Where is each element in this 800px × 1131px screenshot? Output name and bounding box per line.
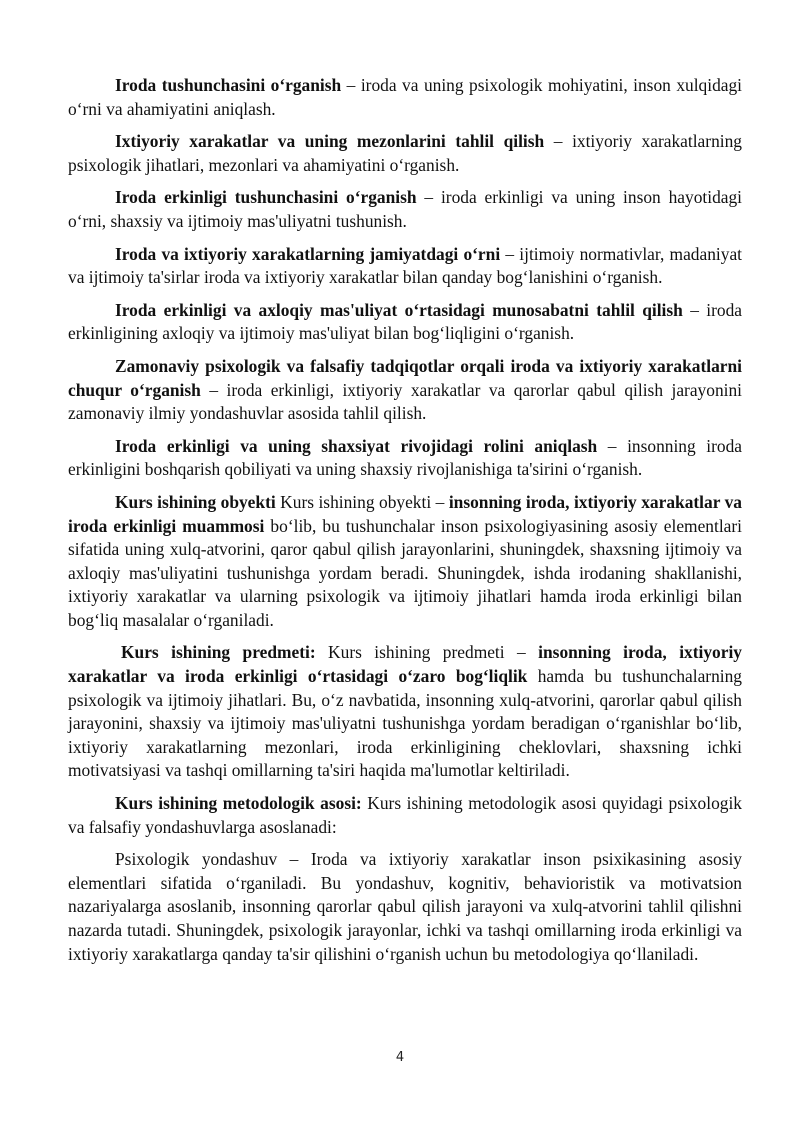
methodology-label: Kurs ishining metodologik asosi: (115, 793, 362, 814)
goal-title: Iroda erkinligi tushunchasini o‘rganish (115, 187, 417, 208)
goal-paragraph-1 (68, 74, 742, 121)
goal-title: Iroda tushunchasini o‘rganish (115, 75, 342, 95)
object-body: bo‘lib, bu tushunchalar inson psixologiyasining asosiy elementlari sifatida uning xulq-atvorini, qaror qabul qilish jarayonlarini, shuningdek, shaxsning ijtimoiy va axloqiy mas'uliyatini tushunishga yordam beradi. Shuningdek, ishda irodaning shakllanishi, ixtiyoriy xarakatlar va ularning psixologik va ijtimoiy jihatlari hamda iroda erkinligi bilan bog‘liq masalalar o‘rganiladi. (68, 515, 742, 630)
goal-paragraph-6 (68, 355, 742, 426)
methodology-body: Kurs ishining metodologik asosi quyidagi psixologik va falsafiy yondashuvlarga asoslanadi: (68, 793, 742, 837)
goal-description: – iroda erkinligi, ixtiyoriy xarakatlar va qarorlar qabul qilish jarayonini zamonaviy ilmiy yondashuvlar asosida tahlil qilish. (68, 379, 743, 424)
goal-title: Iroda va ixtiyoriy xarakatlarning jamiyatdagi o‘rni (115, 243, 501, 264)
goal-description: – iroda erkinligi va uning inson hayotidagi o‘rni, shaxsiy va ijtimoiy mas'uliyatni tushunish. (68, 187, 743, 231)
psychological-approach-body: Psixologik yondashuv – Iroda va ixtiyoriy xarakatlar inson psixikasining asosiy elementlari sifatida o‘rganiladi. Bu yondashuv, kognitiv, behavioristik va motivatsion nazariyalarga asoslanib, insonning qarorlar qabul qilish jarayoni va xulq-atvorini tahlil qilishni nazarda tutadi. Shuningdek, psixologik jarayonlar, ichki va tashqi omillarning iroda erkinligi va ixtiyoriy xarakatlarga qanday ta'sir qilishini o‘rganish uchun bu metodologiya qo‘llaniladi. (68, 849, 742, 964)
goal-title: Ixtiyoriy xarakatlar va uning mezonlarini tahlil qilish (115, 131, 545, 152)
goal-title: Iroda erkinligi va axloqiy mas'uliyat o‘rtasidagi munosabatni tahlil qilish (115, 299, 683, 320)
goal-paragraph-4 (68, 243, 742, 290)
subject-highlight: insonning iroda, ixtiyoriy xarakatlar va iroda erkinligi o‘rtasidagi o‘zaro bog‘liqlik (68, 642, 742, 687)
goal-description: – iroda erkinligining axloqiy va ijtimoiy mas'uliyat bilan bog‘liqligini o‘rganish. (68, 299, 742, 344)
object-label: Kurs ishining obyekti (115, 491, 276, 512)
page-number: 4 (395, 1050, 405, 1065)
goal-title: Zamonaviy psixologik va falsafiy tadqiqotlar orqali iroda va ixtiyoriy xarakatlarni chuqur o‘rganish (68, 355, 742, 400)
goal-description: – ixtiyoriy xarakatlarning psixologik jihatlari, mezonlari va ahamiyatini o‘rganish. (68, 131, 742, 175)
goal-description: – insonning iroda erkinligini boshqarish qobiliyati va uning shaxsiy rivojlanishiga ta'sirini o‘rganish. (68, 435, 742, 480)
methodology-paragraph (68, 792, 742, 839)
goal-paragraph-5 (68, 299, 742, 346)
object-paragraph (68, 491, 742, 633)
psychological-approach-paragraph (68, 848, 742, 966)
goal-paragraph-7 (68, 435, 742, 482)
subject-label: Kurs ishining predmeti: (121, 642, 316, 663)
goal-description: – iroda va uning psixologik mohiyatini, inson xulqidagi o‘rni va ahamiyatini aniqlash. (68, 75, 743, 119)
goal-paragraph-3 (68, 186, 742, 233)
goal-description: – ijtimoiy normativlar, madaniyat va ijtimoiy ta'sirlar iroda va ixtiyoriy xarakatlar bilan qanday bog‘lanishini o‘rganish. (68, 243, 742, 288)
goal-paragraph-2 (68, 130, 742, 177)
subject-body: hamda bu tushunchalarning psixologik va ijtimoiy jihatlari. Bu, o‘z navbatida, insonning xulq-atvorini, qarorlar qabul qilish jarayonini, shaxsiy va ijtimoiy mas'uliyatni tushunishga yordam beradigan o‘rganishlar bo‘lib, ixtiyoriy xarakatlarning mezonlari, iroda erkinligining cheklovlari, shaxsning ichki motivatsiyasi va tashqi omillarning ta'siri haqida ma'lumotlar keltiriladi. (68, 666, 743, 781)
goal-title: Iroda erkinligi va uning shaxsiyat rivojidagi rolini aniqlash (115, 435, 598, 456)
object-highlight: insonning iroda, ixtiyoriy xarakatlar va iroda erkinligi muammosi (68, 491, 742, 536)
subject-intro: Kurs ishining predmeti – (315, 642, 539, 663)
page-body (68, 74, 742, 975)
subject-paragraph (68, 641, 742, 783)
object-intro: Kurs ishining obyekti – (275, 491, 449, 512)
